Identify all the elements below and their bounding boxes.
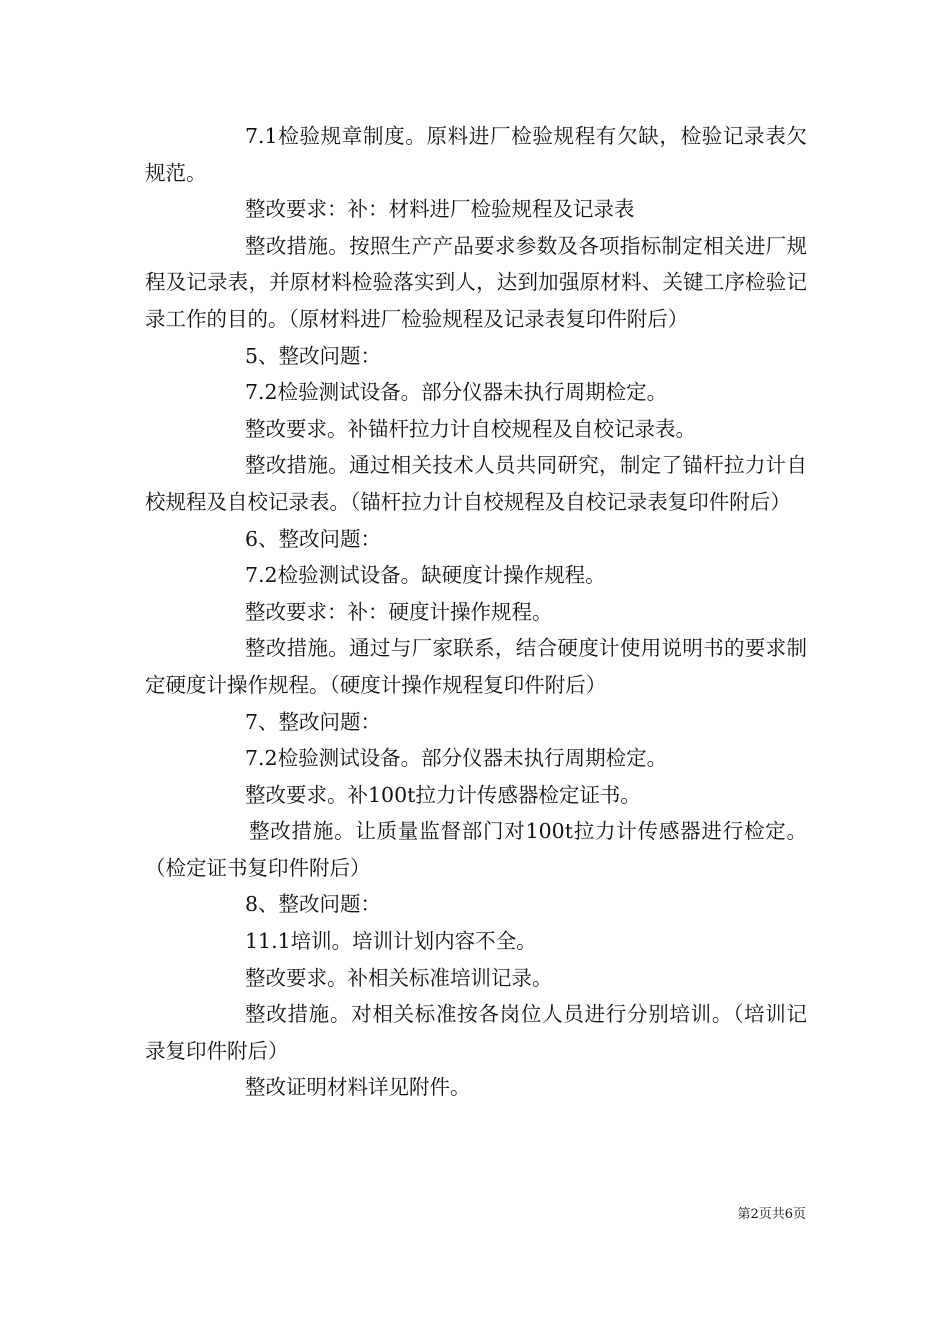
- paragraph-measure: 整改措施。对相关标准按各岗位人员进行分别培训。（培训记录复印件附后）: [145, 1002, 807, 1063]
- paragraph-7-1-issue: 7.1检验规章制度。原料进厂检验规程有欠缺，检验记录表欠规范。: [145, 124, 807, 185]
- paragraph-issue-8-heading: 8、整改问题：: [245, 892, 382, 917]
- paragraph-requirement: 整改要求：补：材料进厂检验规程及记录表: [245, 197, 635, 222]
- paragraph-issue-7-heading: 7、整改问题：: [245, 709, 382, 734]
- paragraph-measure: 整改措施。通过相关技术人员共同研究，制定了锚杆拉力计自校规程及自校记录表。（锚杆拉力计自校规程及自校记录表复印件附后）: [145, 453, 807, 514]
- paragraph-11-1-issue: 11.1培训。培训计划内容不全。: [245, 929, 537, 954]
- paragraph-7-2-issue: 7.2检验测试设备。缺硬度计操作规程。: [245, 563, 606, 588]
- page-number-footer: 第2页共6页: [737, 1207, 806, 1222]
- paragraph-issue-6-heading: 6、整改问题：: [245, 526, 382, 551]
- paragraph-issue-5-heading: 5、整改问题：: [245, 343, 382, 368]
- paragraph-requirement: 整改要求。补相关标准培训记录。: [245, 965, 553, 990]
- paragraph-requirement: 整改要求。补100t拉力计传感器检定证书。: [245, 782, 641, 807]
- paragraph-conclusion: 整改证明材料详见附件。: [245, 1075, 471, 1100]
- paragraph-measure: 整改措施。通过与厂家联系，结合硬度计使用说明书的要求制定硬度计操作规程。（硬度计操作规程复印件附后）: [145, 636, 807, 697]
- paragraph-7-2-issue: 7.2检验测试设备。部分仪器未执行周期检定。: [245, 746, 668, 771]
- paragraph-requirement: 整改要求。补锚杆拉力计自校规程及自校记录表。: [245, 416, 696, 441]
- paragraph-measure: 整改措施。按照生产产品要求参数及各项指标制定相关进厂规程及记录表，并原材料检验落实到人，达到加强原材料、关键工序检验记录工作的目的。（原材料进厂检验规程及记录表复印件附后）: [145, 233, 807, 331]
- paragraph-measure: 整改措施。让质量监督部门对100t拉力计传感器进行检定。（检定证书复印件附后）: [145, 819, 807, 880]
- paragraph-7-2-issue: 7.2检验测试设备。部分仪器未执行周期检定。: [245, 380, 668, 405]
- document-body: [145, 118, 807, 1106]
- paragraph-requirement: 整改要求：补：硬度计操作规程。: [245, 599, 553, 624]
